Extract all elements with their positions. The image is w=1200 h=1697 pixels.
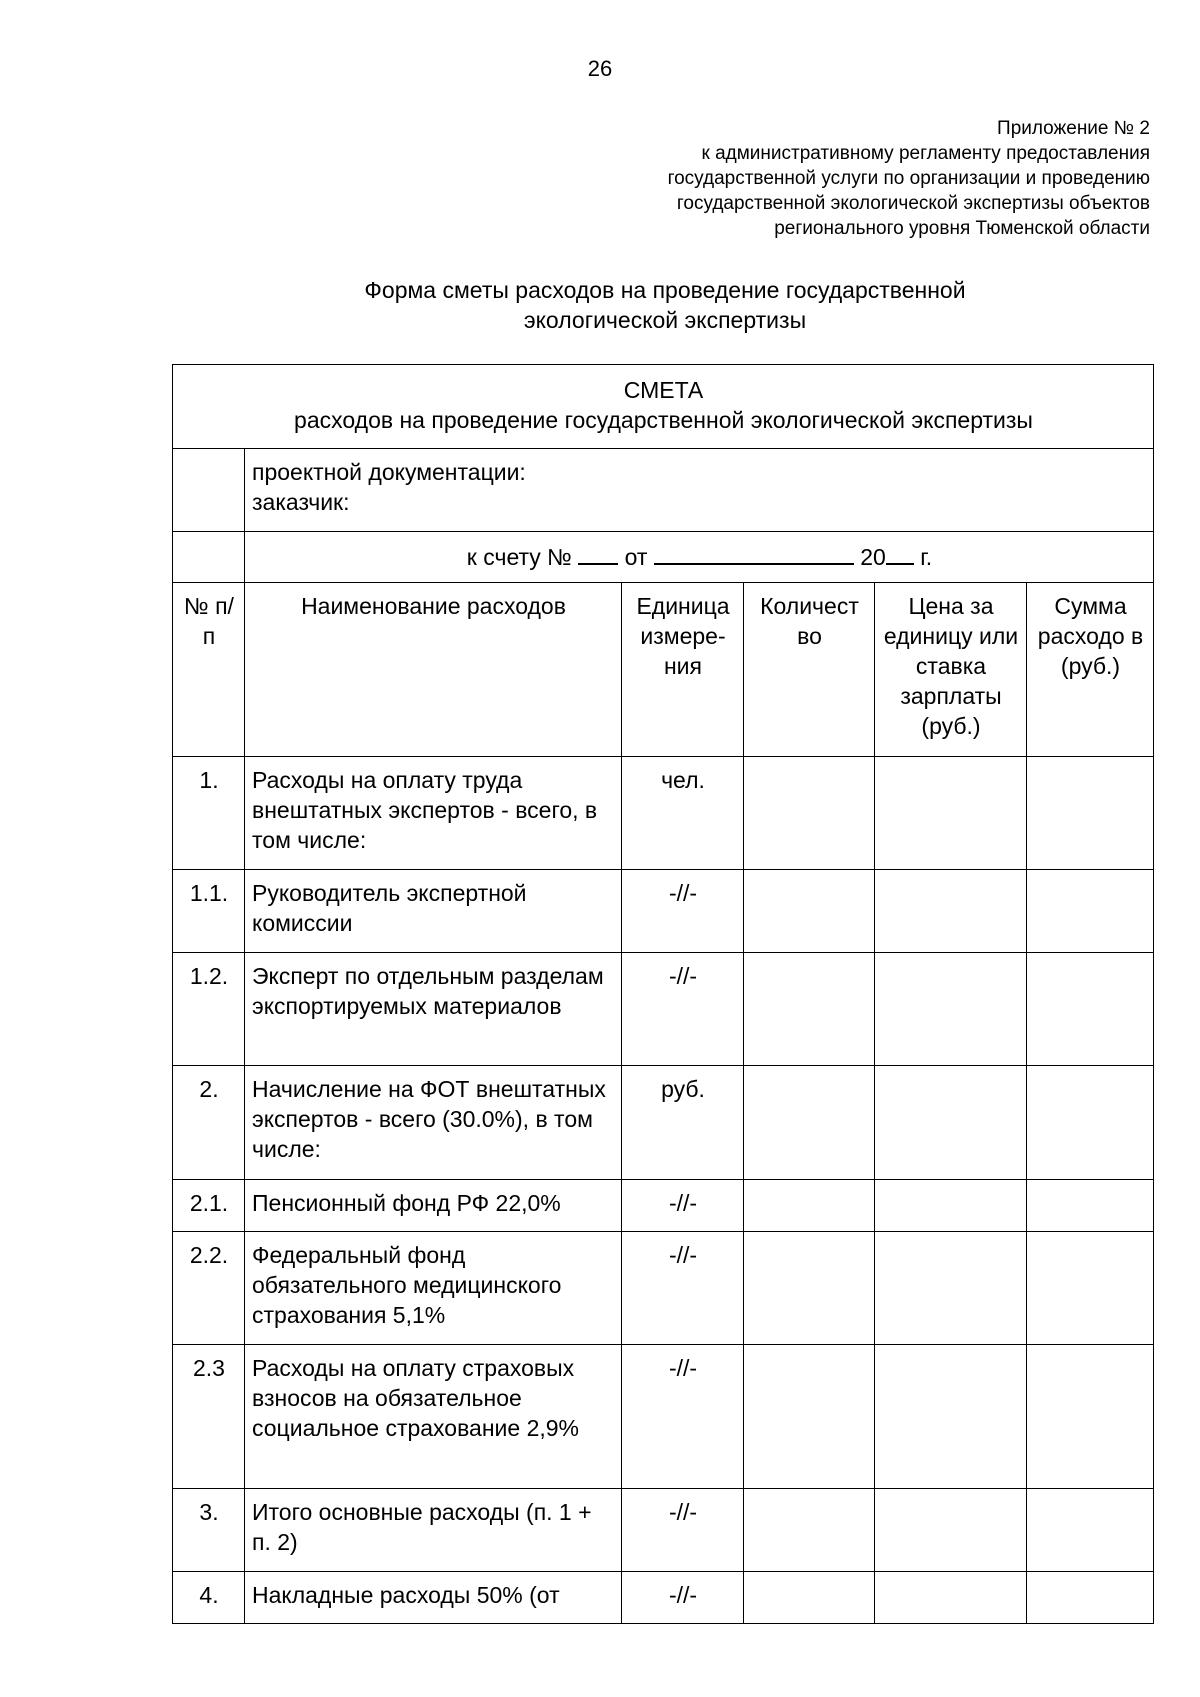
invoice-year-suffix: г. [920,544,933,570]
row-unit: -//- [622,1572,744,1624]
appendix-line: к административному регламенту предоставления [701,143,1150,164]
row-price [875,1572,1027,1624]
column-header-row [173,583,1154,757]
row-num: 3. [173,1489,245,1572]
table-row [173,1345,1154,1489]
row-name: Руководитель экспертной комиссии [245,870,622,953]
row-qty [744,870,875,953]
row-num: 1.1. [173,870,245,953]
row-num: 2. [173,1066,245,1180]
row-num: 1. [173,757,245,870]
project-info-cell [245,449,1154,532]
row-price [875,1345,1027,1489]
estimate-subheading: расходов на проведение государственной экологической экспертизы [294,407,1033,433]
appendix-line: Приложение № 2 [997,118,1150,139]
table-row [173,1572,1154,1624]
row-num: 2.3 [173,1345,245,1489]
row-unit: -//- [622,870,744,953]
row-sum [1027,1345,1154,1489]
page-number: 26 [587,56,613,81]
estimate-heading-cell [173,365,1154,449]
row-sum [1027,1489,1154,1572]
row-qty [744,1066,875,1180]
row-qty [744,1489,875,1572]
col-header-sum: Сумма расходо в (руб.) [1027,583,1154,757]
col-header-name: Наименование расходов [245,583,622,757]
row-qty [744,953,875,1066]
row-unit: руб. [622,1066,744,1180]
row-price [875,870,1027,953]
row-name: Начисление на ФОТ внештатных экспертов - всего (30.0%), в том числе: [245,1066,622,1180]
invoice-row [173,532,1154,583]
row-name: Расходы на оплату страховых взносов на обязательное социальное страхование 2,9% [245,1345,622,1489]
table-row [173,1232,1154,1345]
row-num: 2.1. [173,1180,245,1232]
row-qty [744,1572,875,1624]
table-row [173,1066,1154,1180]
invoice-year-prefix: 20 [860,544,886,570]
row-name: Накладные расходы 50% (от [245,1572,622,1624]
row-unit: -//- [622,1489,744,1572]
row-unit: -//- [622,953,744,1066]
row-unit: чел. [622,757,744,870]
row-sum [1027,953,1154,1066]
row-unit: -//- [622,1345,744,1489]
col-header-qty: Количест во [744,583,875,757]
invoice-from: от [624,544,648,570]
row-qty [744,1180,875,1232]
invoice-cell [245,532,1154,583]
row-qty [744,1345,875,1489]
row-sum [1027,1572,1154,1624]
table-row [173,757,1154,870]
table-row [173,1489,1154,1572]
row-name: Федеральный фонд обязательного медицинского страхования 5,1% [245,1232,622,1345]
row-num: 2.2. [173,1232,245,1345]
project-label: проектной документации: [252,459,526,485]
row-unit: -//- [622,1180,744,1232]
project-num-cell [173,449,245,532]
invoice-num-cell [173,532,245,583]
row-name: Эксперт по отдельным разделам экспортируемых материалов [245,953,622,1066]
form-title-line: Форма сметы расходов на проведение государственной [364,277,966,303]
row-num: 1.2. [173,953,245,1066]
row-sum [1027,1232,1154,1345]
row-price [875,1489,1027,1572]
appendix-line: регионального уровня Тюменской области [774,218,1150,239]
invoice-date-blank [654,543,854,565]
row-sum [1027,757,1154,870]
estimate-heading: СМЕТА [623,377,704,403]
row-price [875,1232,1027,1345]
project-row [173,449,1154,532]
estimate-heading-row [173,365,1154,449]
row-sum [1027,870,1154,953]
appendix-line: государственной услуги по организации и проведению [667,168,1150,189]
row-sum [1027,1066,1154,1180]
row-name: Пенсионный фонд РФ 22,0% [245,1180,622,1232]
table-row [173,1180,1154,1232]
invoice-prefix: к счету № [466,544,572,570]
row-price [875,757,1027,870]
row-name: Расходы на оплату труда внештатных экспертов - всего, в том числе: [245,757,622,870]
table-row [173,870,1154,953]
invoice-number-blank [578,543,618,565]
customer-label: заказчик: [252,489,350,515]
row-qty [744,1232,875,1345]
estimate-table [172,364,1154,1624]
form-title-line: экологической экспертизы [523,307,807,333]
col-header-price: Цена за единицу или ставка зарплаты (руб.) [875,583,1027,757]
appendix-line: государственной экологической экспертизы объектов [676,193,1150,214]
col-header-unit: Единица измере-ния [622,583,744,757]
row-sum [1027,1180,1154,1232]
appendix-reference [450,116,1150,241]
row-price [875,1066,1027,1180]
row-unit: -//- [622,1232,744,1345]
row-num: 4. [173,1572,245,1624]
row-qty [744,757,875,870]
form-title [175,275,1155,335]
row-price [875,953,1027,1066]
row-price [875,1180,1027,1232]
row-name: Итого основные расходы (п. 1 + п. 2) [245,1489,622,1572]
invoice-year-blank [886,543,914,565]
table-row [173,953,1154,1066]
col-header-num: № п/п [173,583,245,757]
